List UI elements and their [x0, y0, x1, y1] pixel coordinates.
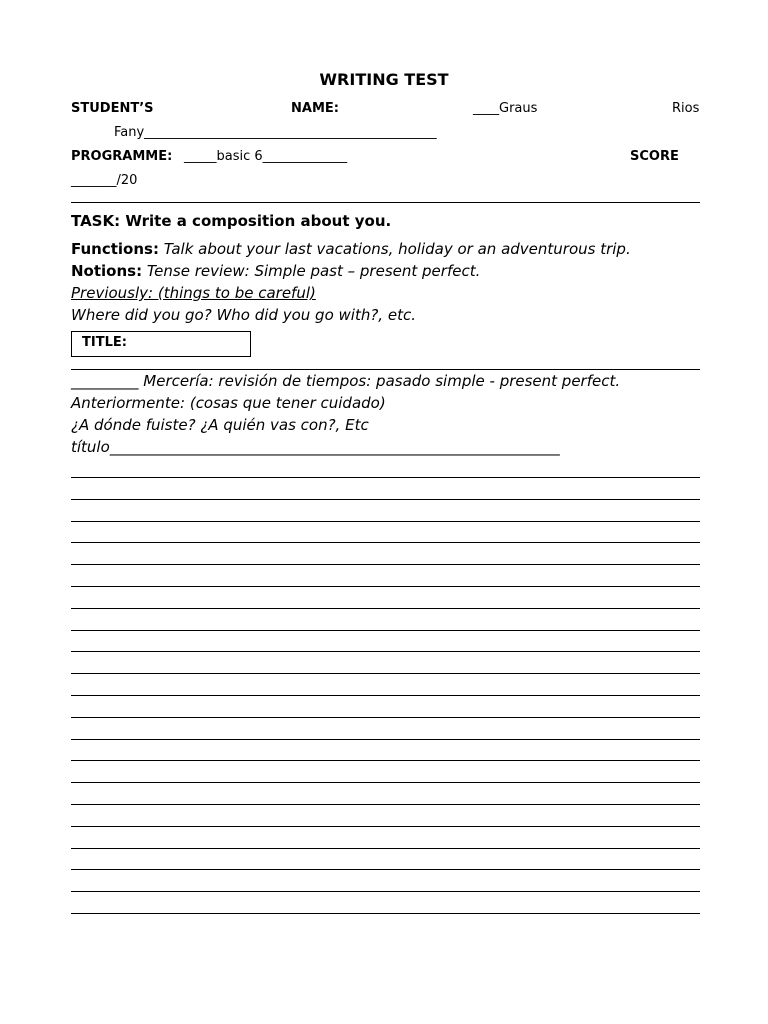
writing-line[interactable]: [71, 564, 700, 565]
name-label: NAME:: [291, 101, 339, 116]
programme-label: PROGRAMME:: [71, 149, 173, 164]
score-label: SCORE: [630, 149, 679, 164]
title-label: TITLE:: [82, 335, 127, 350]
writing-line[interactable]: [71, 673, 700, 674]
name-value-surname: ____Graus: [473, 101, 538, 116]
translation-line-3: ¿A dónde fuiste? ¿A quién vas con?, Etc: [71, 416, 369, 434]
title-box: [71, 331, 251, 357]
writing-line[interactable]: [71, 521, 700, 522]
title-writing-line[interactable]: [71, 369, 700, 370]
writing-line[interactable]: [71, 826, 700, 827]
functions-text: Talk about your last vacations, holiday or an adventurous trip.: [158, 240, 631, 258]
writing-line[interactable]: [71, 695, 700, 696]
score-value: _______/20: [71, 173, 138, 188]
writing-line[interactable]: [71, 848, 700, 849]
writing-line[interactable]: [71, 739, 700, 740]
functions-line: [71, 240, 631, 258]
questions-text: Where did you go? Who did you go with?, etc.: [71, 306, 416, 324]
header-divider: [71, 202, 700, 203]
writing-line[interactable]: [71, 782, 700, 783]
writing-line[interactable]: [71, 717, 700, 718]
writing-line[interactable]: [71, 913, 700, 914]
functions-label: Functions:: [71, 240, 159, 258]
notions-text: Tense review: Simple past – present perfect.: [142, 262, 481, 280]
writing-line[interactable]: [71, 804, 700, 805]
student-label: STUDENT’S: [71, 101, 154, 116]
translation-line-2: Anteriormente: (cosas que tener cuidado): [71, 394, 386, 412]
programme-value: _____basic 6_____________: [184, 149, 348, 164]
previously-text: Previously: (things to be careful): [71, 284, 316, 302]
writing-line[interactable]: [71, 542, 700, 543]
translation-line-1: _________ Mercería: revisión de tiempos: pasado simple - present perfect.: [71, 372, 621, 390]
task-heading: TASK: Write a composition about you.: [71, 212, 392, 230]
name-value-first-name: Fany_____________________________________________: [114, 125, 437, 140]
translation-line-4: título____________________________________________________________: [71, 438, 560, 456]
writing-line[interactable]: [71, 651, 700, 652]
writing-line[interactable]: [71, 891, 700, 892]
writing-line[interactable]: [71, 869, 700, 870]
notions-label: Notions:: [71, 262, 143, 280]
writing-line[interactable]: [71, 630, 700, 631]
name-value-second-surname: Rios: [672, 101, 700, 116]
page-title: WRITING TEST: [319, 70, 449, 89]
writing-line[interactable]: [71, 499, 700, 500]
writing-line[interactable]: [71, 477, 700, 478]
writing-line[interactable]: [71, 760, 700, 761]
writing-line[interactable]: [71, 586, 700, 587]
writing-line[interactable]: [71, 608, 700, 609]
notions-line: [71, 262, 480, 280]
